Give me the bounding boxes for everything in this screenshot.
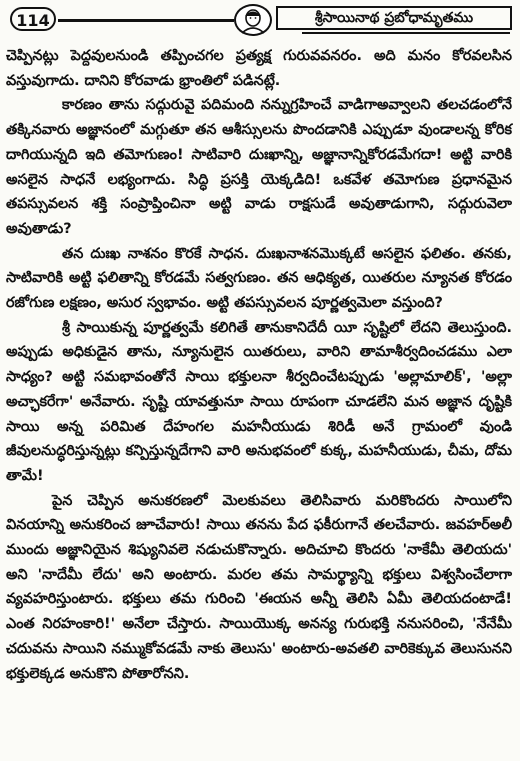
paragraph: శ్రీ సాయికున్న పూర్ణత్వమే కలిగితే తానుకానిదేదీ యీ సృష్టిలో లేదని తెలుస్తుంది. అప్పుడు అధికుడైన తాను, న్యూనులైన యితరులు, వారిని తామాశీర్వదించడము ఎలా సాధ్యం? అట్టి సమభావంతోనే సాయి భక్తులనా శీర్వదించేటప్పుడు 'అల్లామాలిక్', 'అల్లా అచ్ఛాకరేగా' అనేవారు. సృష్టి యావత్తునూ సాయి రూపంగా చూడలేని మన అజ్ఞాన దృష్టికి సాయి అన్న పరిమిత దేహంగల మహనీయుడు శిరిడీ అనే గ్రామంలో వుండి జీవులనుద్ధరిస్తున్నట్లు కన్పిస్తున్నదేగాని వారి అనుభవంలో కుక్క, మహనీయుడు, చీమ, దోమ తామే! [6, 319, 512, 484]
paragraph: చెప్పినట్లు పెద్దవులనుండి తప్పించగల ప్రత్యక్ష గురువవనరం. అది మనం కోరవలసిన వస్తువుగాదు. దానిని కోరవాడు భ్రాంతిలో పడినట్లే. [6, 48, 512, 89]
paragraph: పైన చెప్పిన అనుకరణలో మెలకువలు తెలిసివారు మరికొందరు సాయిలోని వినయాన్ని అనుకరించ జూచేవారు! సాయి తనను పేద ఫకీరుగానే తలచేవారు. జవహర్అలీ ముందు అజ్ఞానియైన శిష్యునివలె నడుచుకొన్నారు. అదిచూచి కొందరు 'నాకేమీ తెలియదు' అని 'నాదేమీ లేదు' అని అంటారు. మరల తమ సామర్థ్యాన్ని భక్తులు విశ్వసించేలాగా వ్యవహరిస్తుంటారు. భక్తులు తమ గురించి 'ఈయన అన్నీ తెలిసి ఏమీ తెలియదంటాడే! ఎంత నిరహంకారి!' అనేలా చేస్తారు. సాయియొక్క అనన్య గురుభక్తి ననుసరించి, 'నేనేమీ చదువను సాయిని నమ్ముకోవడమే నాకు తెలుసు' అంటారు-అవతలి వారికెక్కువ తెలుసునని భక్తులెక్కడ అనుకొని పోతారోనని. [6, 492, 512, 682]
header-rule-left [58, 19, 234, 22]
header-rule-right [302, 32, 510, 34]
page-number: 114 [10, 7, 56, 31]
paragraph: కారణం తాను సద్గురువై పదిమంది నన్నుగ్రహించే వాడిగాఅవ్వాలని తలచడంలోనే తక్కినవారు అజ్ఞానంలో మగ్గుతూ తన ఆశీస్సులను పొందడానికి ఎప్పుడూ వుండాలన్న కోరిక దాగియున్నది ఇది తమోగుణం! సాటివారి దుఃఖాన్ని, అజ్ఞానాన్నికోరడమేగదా! అట్టి వారికి అసలైన సాధనే లభ్యంగాదు. సిద్ధి ప్రసక్తి యెక్కడిది! ఒకవేళ తమోగుణ ప్రధానమైన తపస్సువలన శక్తి సంప్రాప్తించినా అట్టి వాడు రాక్షసుడే అవుతాడుగాని, సద్గురువెలా అవుతాడు? [6, 97, 512, 237]
paragraph: తన దుఃఖ నాశనం కొరకే సాధన. దుఃఖనాశనమొక్కటే అసలైన ఫలితం. తనకు, సాటివారికి అట్టి ఫలితాన్ని కోరడమే సత్వగుణం. తన ఆధిక్యత, యితరుల న్యూనత కోరడం రజోగుణ లక్షణం, అసుర స్వభావం. అట్టి తపస్సువలన పూర్ణత్వమెలా వస్తుంది? [6, 245, 512, 312]
portrait-drawing [236, 6, 270, 34]
book-title: శ్రీసాయినాథ ప్రబోధామృతము [276, 6, 512, 30]
page-header [8, 4, 512, 38]
body-text [6, 44, 512, 686]
sai-baba-portrait-icon [234, 4, 272, 36]
